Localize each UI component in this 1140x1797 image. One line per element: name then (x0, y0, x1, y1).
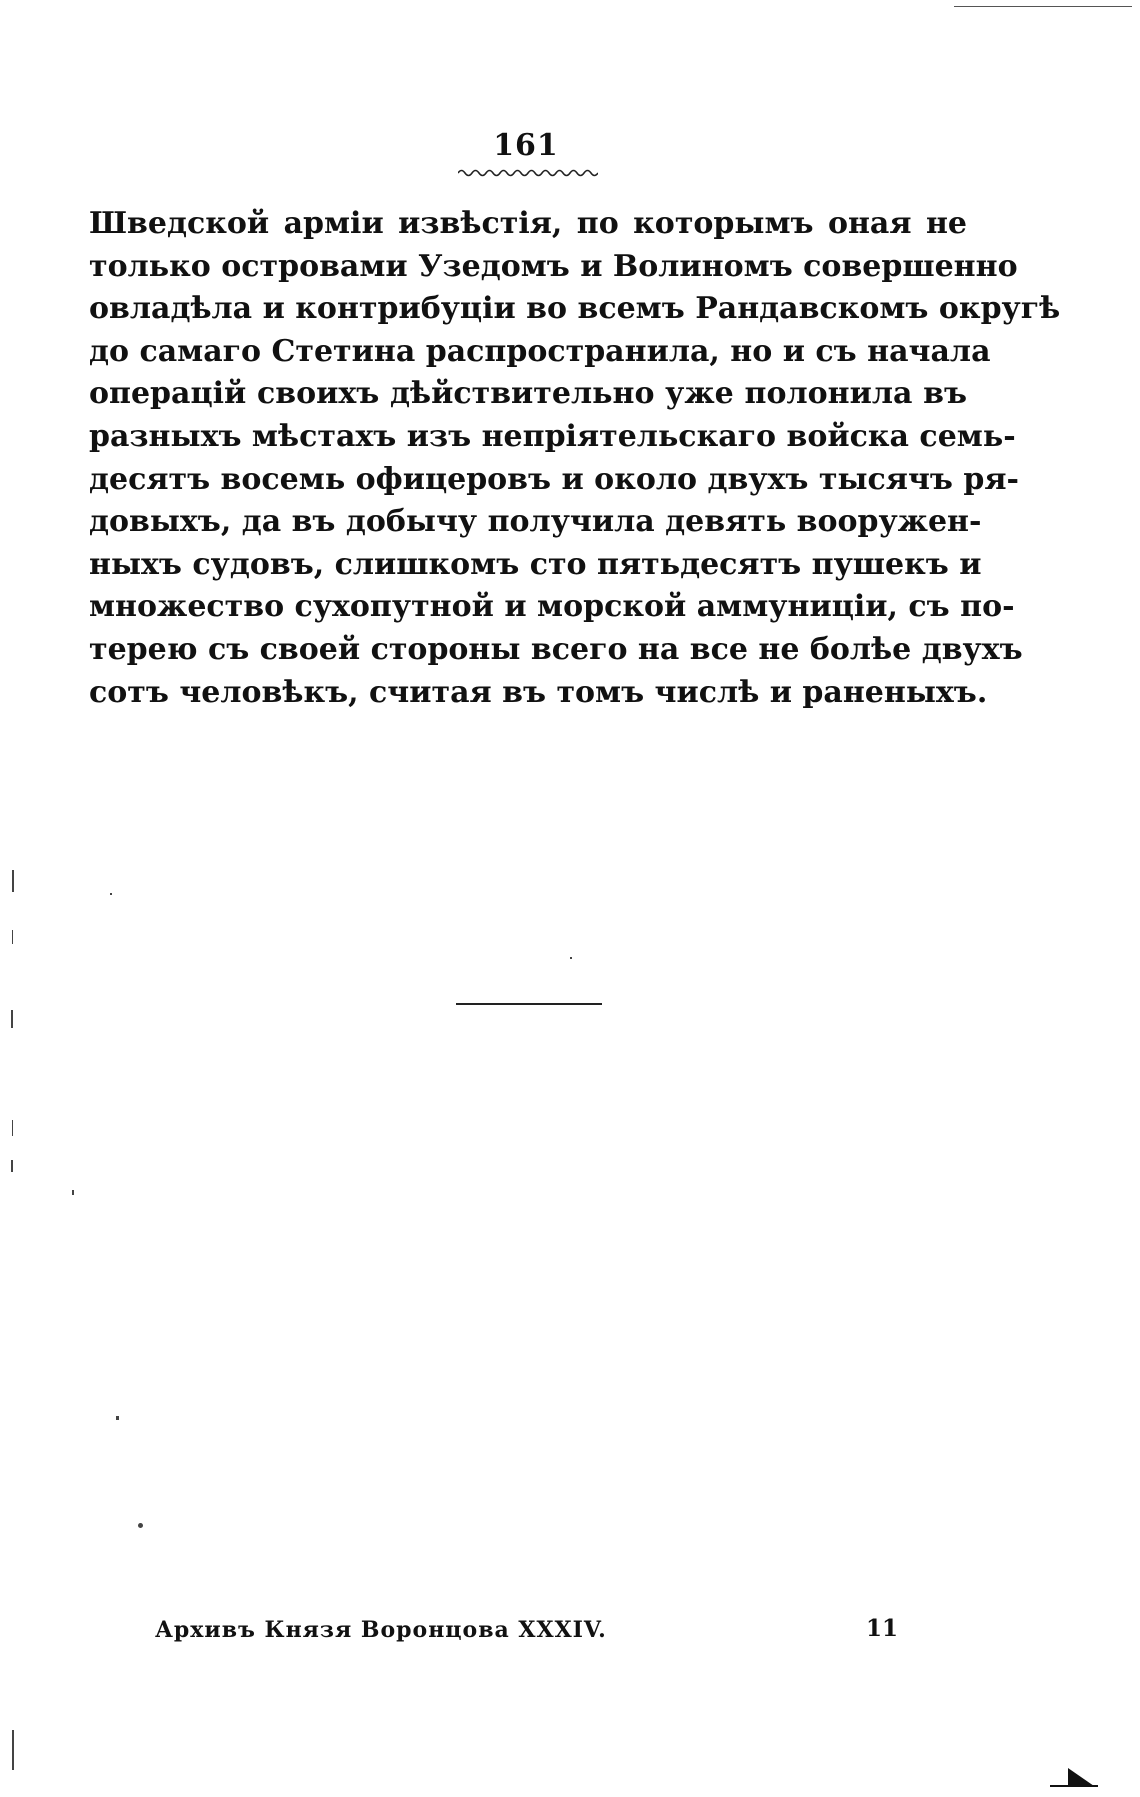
scan-speck (570, 957, 572, 959)
top-scan-rule (954, 6, 1132, 7)
scan-speck (12, 930, 13, 944)
text-line: Шведской арміи извѣстія, по которымъ оная не (89, 206, 967, 241)
text-line: сотъ человѣкъ, считая въ томъ числѣ и раненыхъ. (89, 674, 988, 710)
wavy-ornament (458, 166, 598, 180)
body-text (89, 203, 1061, 714)
scan-speck (72, 1190, 74, 1195)
scan-speck (12, 1120, 13, 1136)
text-line: до самаго Стетина распространила, но и съ начала (89, 333, 991, 369)
scan-speck (12, 870, 14, 892)
scan-speck (11, 1010, 13, 1028)
text-line: овладѣла и контрибуціи во всемъ Рандавскомъ округѣ (89, 291, 1061, 327)
arrow-right-icon (1050, 1764, 1098, 1788)
text-line: десятъ восемь офицеровъ и около двухъ тысячъ ря- (89, 461, 1019, 497)
sheet-number: 11 (866, 1615, 899, 1642)
text-line: множество сухопутной и морской аммуниціи, съ по- (89, 589, 1015, 625)
text-line: разныхъ мѣстахъ изъ непріятельскаго войска семь- (89, 418, 1016, 454)
scan-speck (138, 1523, 143, 1528)
scan-speck (12, 1730, 14, 1770)
text-line: ныхъ судовъ, слишкомъ сто пятьдесятъ пушекъ и (89, 546, 982, 582)
scan-speck (110, 893, 112, 895)
scan-speck (11, 1160, 13, 1172)
text-line: только островами Узедомъ и Волиномъ совершенно (89, 248, 1018, 284)
footer-signature: Архивъ Князя Воронцова XXXIV. (155, 1617, 607, 1643)
scan-speck (116, 1416, 119, 1420)
text-line: терею съ своей стороны всего на все не болѣе двухъ (89, 631, 1023, 667)
text-line: довыхъ, да въ добычу получила девять вооружен- (89, 504, 982, 540)
section-separator-rule (456, 1003, 602, 1005)
text-line: операцій своихъ дѣйствительно уже полонила въ (89, 376, 967, 412)
page-number: 161 (493, 128, 559, 163)
